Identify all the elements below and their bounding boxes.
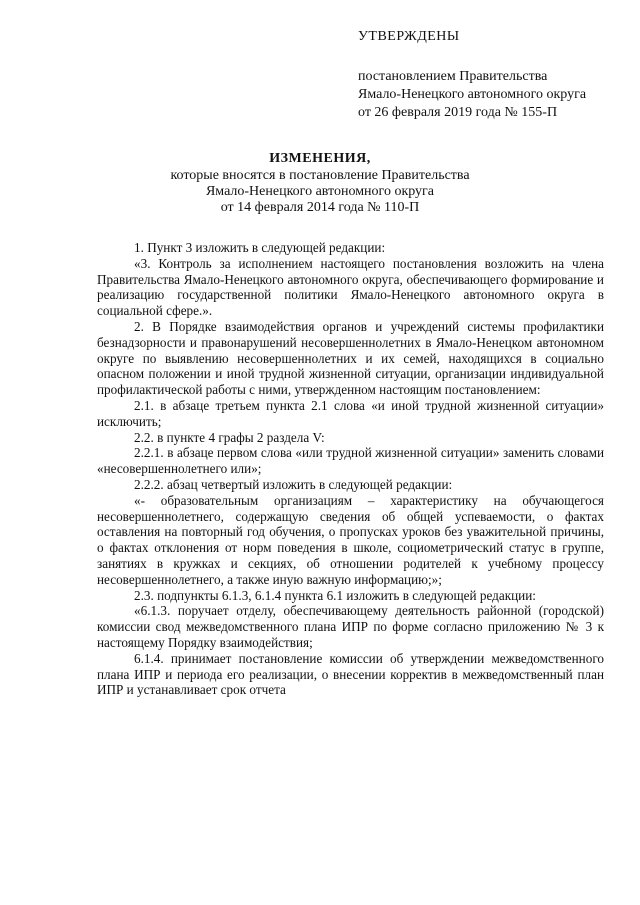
approval-title: УТВЕРЖДЕНЫ [358,29,460,44]
paragraph: 2.3. подпункты 6.1.3, 6.1.4 пункта 6.1 изложить в следующей редакции: [134,587,536,603]
document-body [97,240,604,698]
paragraph: 1. Пункт 3 изложить в следующей редакции: [134,240,386,255]
paragraph: 2.2.1. в абзаце первом слова «или трудной жизненной ситуации» заменить словами «несовершеннолетнего или»; [97,445,604,477]
paragraph: «- образовательным организациям – характеристику на обучающегося несовершеннолетнего, содержащую сведения об общей успеваемости, о фактах оставления на повторный год обучения, о пропусках уроков без уважительной причины, о фактах отклонения от норм поведения в школе, социометрический статус в группе, занятиях в кружках и секциях, об отношении родителей к учебному процессу несовершеннолетнего, а также иную важную информацию;»; [97,492,604,587]
paragraph: 2.1. в абзаце третьем пункта 2.1 слова «и иной трудной жизненной ситуации» исключить; [97,397,604,429]
approval-line: Ямало-Ненецкого автономного округа [358,87,587,102]
heading-line: Ямало-Ненецкого автономного округа [205,184,435,199]
approval-line: постановлением Правительства [358,69,548,84]
heading-title: ИЗМЕНЕНИЯ, [269,151,371,166]
heading-line: которые вносятся в постановление Правительства [170,168,470,183]
paragraph: 6.1.4. принимает постановление комиссии об утверждении межведомственного плана ИПР и периода его реализации, о внесении корректив в межведомственный план ИПР и устанавливает срок отчета [97,650,604,698]
paragraph: 2.2.2. абзац четвертый изложить в следующей редакции: [134,476,453,492]
paragraph: «3. Контроль за исполнением настоящего постановления возложить на члена Правительства Ямало-Ненецкого автономного округа, обеспечивающего формирование и реализацию государственной политики Ямало-Ненецкого автономного округа в социальной сфере.». [97,255,604,319]
heading-line: от 14 февраля 2014 года № 110-П [220,200,420,215]
document-heading [80,151,560,216]
paragraph: 2.2. в пункте 4 графы 2 раздела V: [134,429,325,445]
approval-stamp [358,28,618,122]
paragraph: 2. В Порядке взаимодействия органов и учреждений системы профилактики безнадзорности и правонарушений несовершеннолетних в Ямало-Ненецком автономном округе по выявлению несовершеннолетних и их семей, находящихся в социально опасном положении и иной трудной жизненной ситуации, организации индивидуальной профилактической работы с ними, утвержденном настоящим постановлением: [97,318,604,398]
approval-line: от 26 февраля 2019 года № 155-П [358,105,558,120]
paragraph: «6.1.3. поручает отделу, обеспечивающему деятельность районной (городской) комиссии свод межведомственного плана ИПР по форме согласно приложению № 3 к настоящему Порядку взаимодействия; [97,603,604,650]
